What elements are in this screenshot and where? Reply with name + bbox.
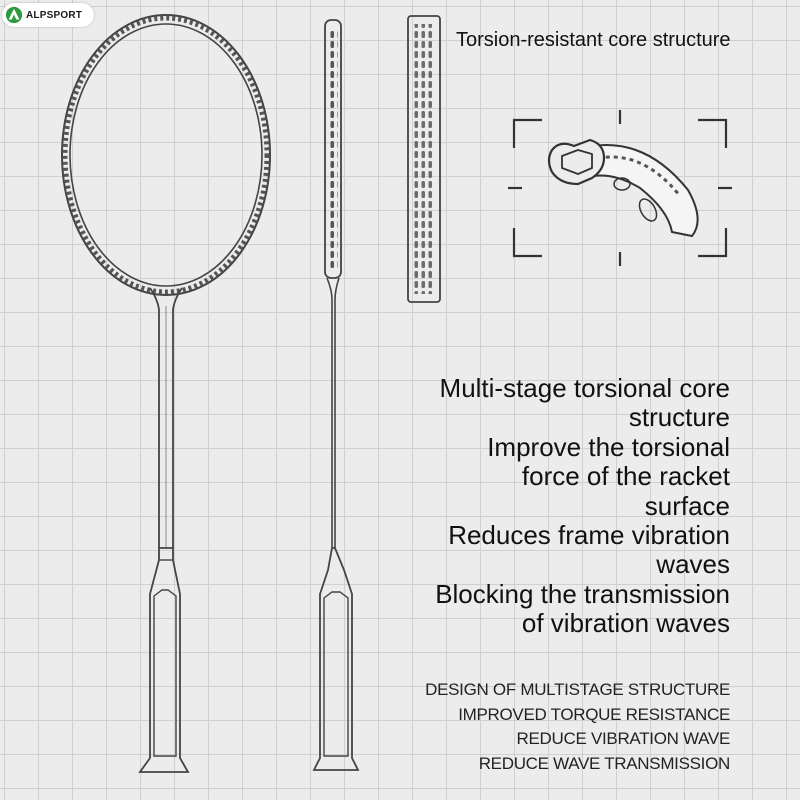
description-line: structure <box>628 402 730 433</box>
frame-section-strip <box>408 16 440 302</box>
feature-item: IMPROVED TORQUE RESISTANCE <box>458 704 730 724</box>
feature-item: REDUCE VIBRATION WAVE <box>516 729 730 749</box>
description-line: waves <box>656 549 730 580</box>
description-line: Blocking the transmission <box>435 578 730 609</box>
description-line: Reduces frame vibration <box>448 520 730 551</box>
description-line: force of the racket <box>521 461 730 492</box>
core-cross-section <box>549 140 698 236</box>
viewfinder-brackets <box>508 110 732 266</box>
main-description <box>370 374 730 639</box>
brand-name: ALPSPORT <box>26 9 83 21</box>
description-line: of vibration waves <box>521 608 730 639</box>
feature-list <box>350 678 730 777</box>
racket-side-view <box>314 20 358 770</box>
racket-front-view <box>62 15 270 772</box>
description-line: Improve the torsional <box>487 431 730 462</box>
description-line: surface <box>644 490 730 521</box>
feature-item: REDUCE WAVE TRANSMISSION <box>478 754 730 774</box>
feature-item: DESIGN OF MULTISTAGE STRUCTURE <box>425 680 730 699</box>
description-line: Multi-stage torsional core <box>439 373 730 403</box>
core-structure-caption: Torsion-resistant core structure <box>456 29 731 51</box>
